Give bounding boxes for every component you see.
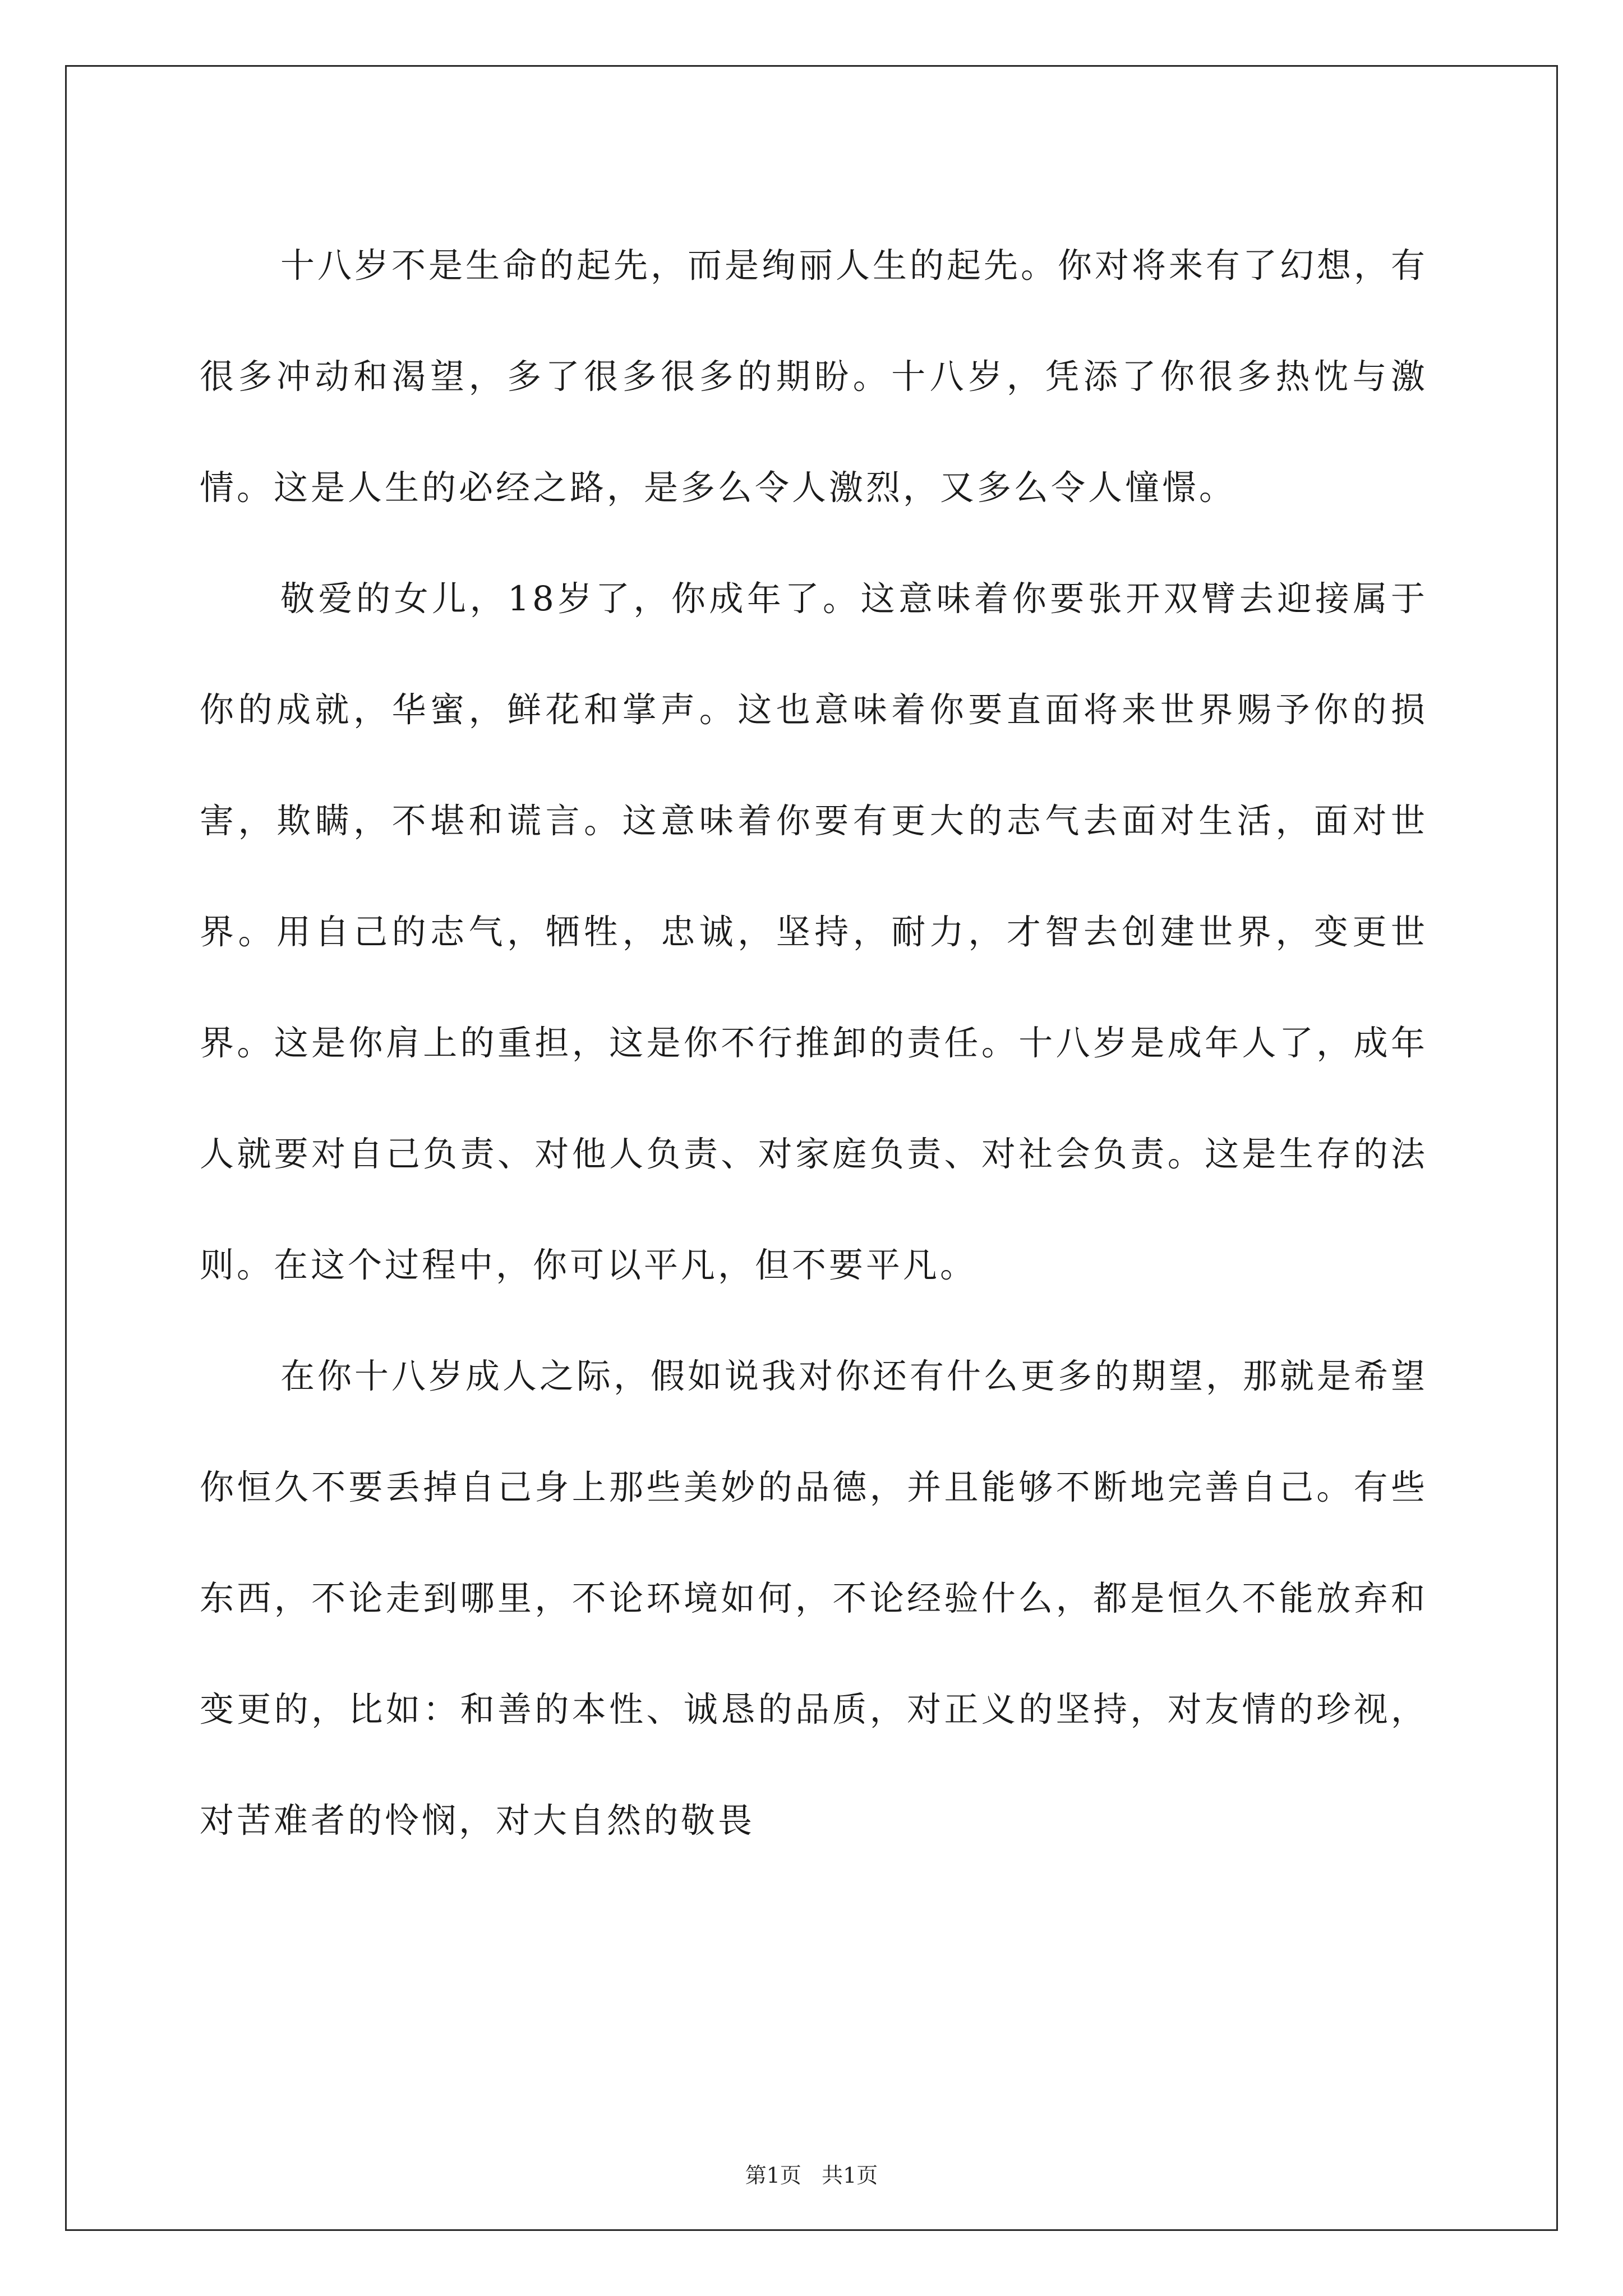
paragraph-3: 在你十八岁成人之际，假如说我对你还有什么更多的期望，那就是希望你恒久不要丢掉自己身上那些美妙的品德，并且能够不断地完善自己。有些东西，不论走到哪里，不论环境如何，不论经验什么，都是恒久不能放弃和变更的，比如：和善的本性、诚恳的品质，对正义的坚持，对友情的珍视，对苦难者的怜悯，对大自然的敬畏 [200, 1356, 1428, 1841]
paragraph-1: 十八岁不是生命的起先，而是绚丽人生的起先。你对将来有了幻想，有很多冲动和渴望，多了很多很多的期盼。十八岁，凭添了你很多热忱与激情。这是人生的必经之路，是多么令人激烈，又多么令人憧憬。 [200, 246, 1428, 508]
paragraph-2: 敬爱的女儿，18岁了，你成年了。这意味着你要张开双臂去迎接属于你的成就，华蜜，鲜花和掌声。这也意味着你要直面将来世界赐予你的损害，欺瞒，不堪和谎言。这意味着你要有更大的志气去面对生活，面对世界。用自己的志气，牺牲，忠诚，坚持，耐力，才智去创建世界，变更世界。这是你肩上的重担，这是你不行推卸的责任。十八岁是成年人了，成年人就要对自己负责、对他人负责、对家庭负责、对社会负责。这是生存的法则。在这个过程中，你可以平凡，但不要平凡。 [200, 579, 1428, 1285]
page-number-footer: 第1页 共1页 [745, 2163, 878, 2188]
document-body [200, 210, 1428, 1876]
